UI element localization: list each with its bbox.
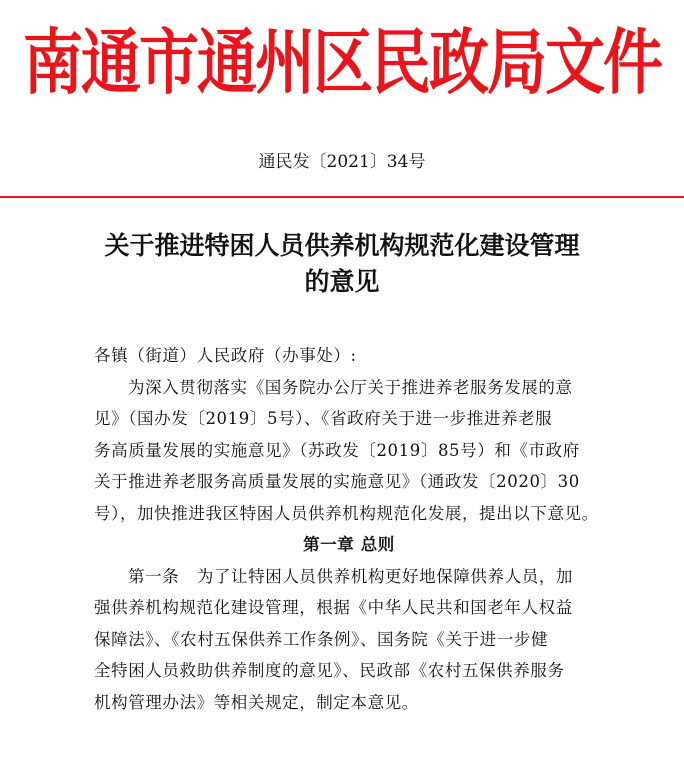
intro-line-5: 号），加快推进我区特困人员供养机构规范化发展，提出以下意见。 — [94, 503, 599, 523]
article-1-line-2: 强供养机构规范化建设管理，根据《中华人民共和国老年人权益 — [94, 598, 573, 617]
document-body — [94, 340, 604, 718]
article-1-line-3: 保障法》、《农村五保供养工作条例》、国务院《关于进一步健 — [94, 629, 549, 649]
article-1-line-4: 全特困人员救助供养制度的意见》、民政部《农村五保供养服务 — [94, 661, 565, 680]
document-title — [0, 228, 684, 300]
document-title-line-2: 的意见 — [304, 267, 380, 296]
chapter-heading: 第一章 总则 — [303, 535, 395, 554]
issuing-authority-header: 南通市通州区民政局文件 — [23, 22, 661, 105]
intro-line-4: 关于推进养老服务高质量发展的实施意见》（通政发〔2020〕30 — [94, 472, 580, 491]
article-1-line-5: 机构管理办法》等相关规定，制定本意见。 — [94, 692, 419, 712]
addressee: 各镇（街道）人民政府（办事处）: — [94, 346, 357, 365]
header-separator-line — [0, 196, 684, 198]
document-title-line-1: 关于推进特困人员供养机构规范化建设管理 — [104, 231, 580, 260]
intro-line-2: 见》（国办发〔2019〕5号）、《省政府关于进一步推进养老服 — [94, 409, 553, 428]
document-number: 通民发〔2021〕34号 — [258, 152, 426, 172]
intro-line-1: 为深入贯彻落实《国务院办公厅关于推进养老服务发展的意 — [128, 377, 573, 397]
intro-line-3: 务高质量发展的实施意见》（苏政发〔2019〕85号）和《市政府 — [94, 440, 580, 460]
article-1-line-1: 第一条 为了让特困人员供养机构更好地保障供养人员，加 — [128, 566, 574, 586]
